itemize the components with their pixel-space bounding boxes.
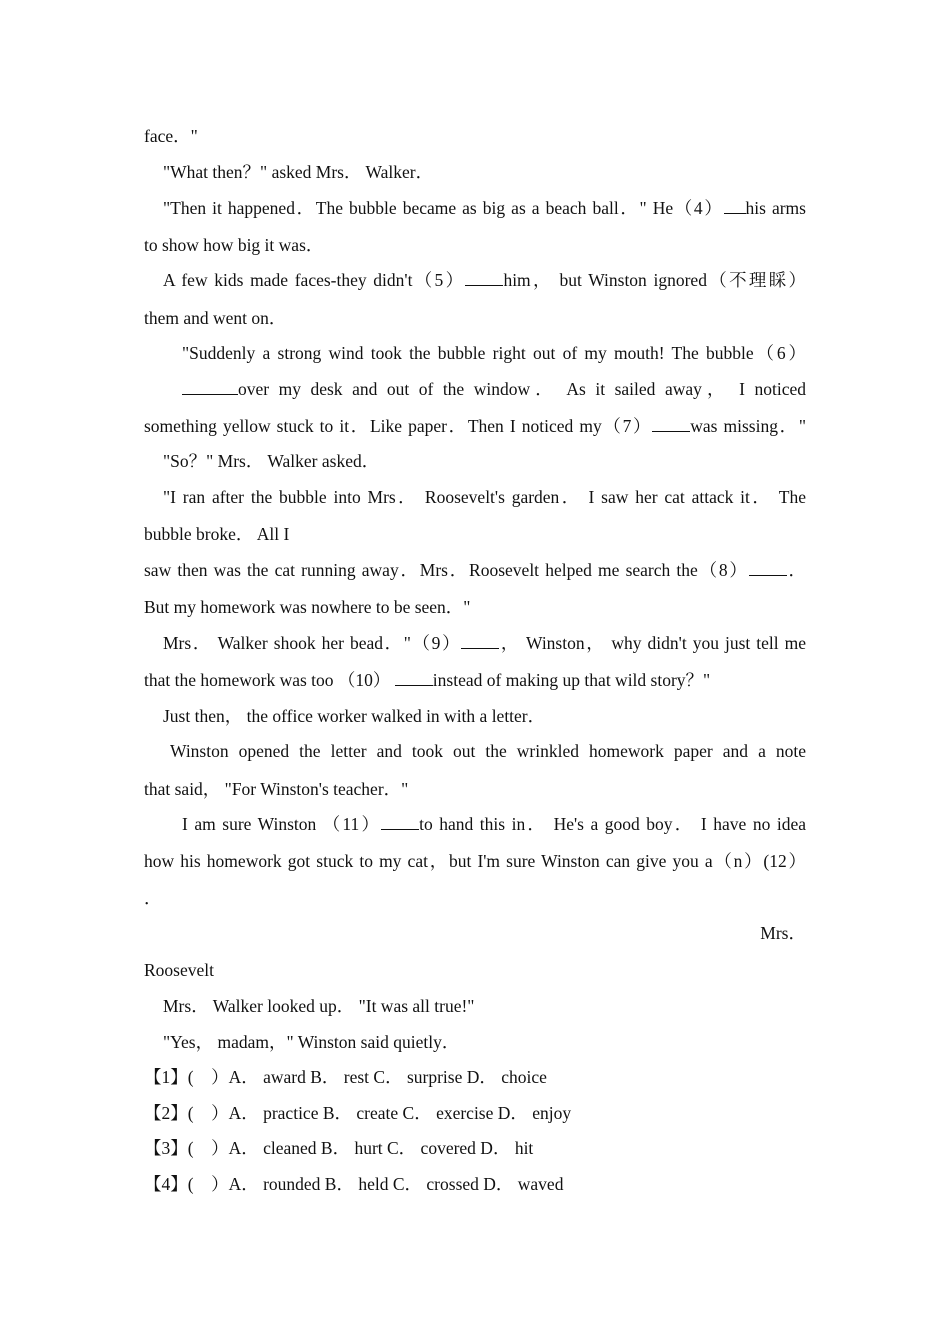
question-text: 【1】( ）A． award B． rest C． surprise D． choice	[144, 1067, 547, 1087]
passage-line	[144, 887, 806, 909]
passage-text: "I ran after the bubble into Mrs． Roosevelt's garden． I saw her cat attack it． The	[163, 487, 806, 507]
passage-text: Just then， the office worker walked in with a letter．	[163, 706, 546, 726]
question-text: 【3】( ）A． cleaned B． hurt C． covered D． hit	[144, 1138, 534, 1158]
answer-blank	[724, 198, 746, 214]
passage-line	[163, 450, 806, 472]
passage-line	[144, 850, 806, 872]
passage-text: "What then？" asked Mrs． Walker．	[163, 162, 434, 182]
passage-line	[144, 596, 806, 618]
passage-text: A few kids made faces-they didn't（5）	[163, 270, 466, 290]
passage-text: face．"	[144, 126, 198, 146]
passage-text: them and went on．	[144, 308, 287, 328]
passage-text: Mrs． Walker shook her bead．"（9）	[163, 633, 462, 653]
passage-text: to show how big it was．	[144, 235, 324, 255]
passage-line	[144, 669, 806, 691]
passage-line	[163, 995, 806, 1017]
passage-line	[163, 705, 806, 727]
answer-blank	[749, 560, 787, 576]
passage-text: "Suddenly a strong wind took the bubble right out of my mouth! The bubble（6）	[182, 343, 806, 363]
passage-text: saw then was the cat running away．Mrs．Roosevelt helped me search the（8）	[144, 560, 749, 580]
passage-text: bubble broke． All I	[144, 524, 290, 544]
passage-text: over my desk and out of the window． As it sailed away， I noticed	[238, 379, 806, 399]
answer-blank	[461, 633, 499, 649]
answer-blank	[652, 416, 690, 432]
answer-blank	[465, 270, 503, 286]
passage-line	[163, 269, 806, 291]
passage-line	[170, 740, 806, 762]
passage-line	[144, 559, 806, 581]
question-item	[144, 1173, 806, 1195]
question-item	[144, 1066, 806, 1088]
passage-line	[144, 778, 806, 800]
passage-line	[144, 959, 806, 981]
passage-text: "Yes， madam，" Winston said quietly．	[163, 1032, 460, 1052]
passage-text: Winston opened the letter and took out the wrinkled homework paper and a note	[170, 741, 806, 761]
passage-line	[163, 1031, 806, 1053]
passage-line	[163, 486, 806, 508]
passage-text: But my homework was nowhere to be seen．"	[144, 597, 471, 617]
answer-blank	[395, 670, 433, 686]
passage-line	[163, 197, 806, 219]
passage-line	[182, 813, 806, 835]
passage-text: him， but Winston ignored（不理睬）	[503, 270, 807, 290]
answer-blank	[182, 379, 238, 395]
passage-text: Roosevelt	[144, 960, 214, 980]
passage-text: "Then it happened．The bubble became as big as a beach ball．" He（4）	[163, 198, 724, 218]
passage-text: to hand this in． He's a good boy． I have no idea	[419, 814, 807, 834]
passage-line	[144, 307, 806, 329]
question-item	[144, 1102, 806, 1124]
passage-text: I am sure Winston （11）	[182, 814, 382, 834]
passage-line	[144, 523, 806, 545]
passage-line	[163, 632, 806, 654]
passage-text: was missing．"	[690, 416, 807, 436]
passage-line	[144, 234, 806, 256]
passage-text: that said， "For Winston's teacher．"	[144, 779, 409, 799]
passage-text: Mrs．	[760, 923, 806, 943]
passage-text: ．	[144, 888, 162, 908]
passage-line	[163, 161, 806, 183]
passage-text: "So？" Mrs． Walker asked．	[163, 451, 380, 471]
passage-text: Mrs． Walker looked up． "It was all true!"	[163, 996, 475, 1016]
passage-text: his arms	[745, 198, 806, 218]
passage-text: that the homework was too （10）	[144, 670, 391, 690]
passage-text: ．	[786, 560, 807, 580]
passage-text: instead of making up that wild story？"	[432, 670, 711, 690]
question-item	[144, 1137, 806, 1159]
answer-blank	[381, 814, 419, 830]
question-text: 【4】( ）A． rounded B． held C． crossed D． waved	[144, 1174, 564, 1194]
question-text: 【2】( ）A． practice B． create C． exercise D． enjoy	[144, 1103, 572, 1123]
letter-signature	[144, 922, 806, 944]
passage-line	[144, 125, 806, 147]
passage-text: how his homework got stuck to my cat，but I'm sure Winston can give you a（n）(12）	[144, 851, 806, 871]
passage-text: something yellow stuck to it．Like paper．Then I noticed my（7）	[144, 416, 653, 436]
passage-text: ， Winston， why didn't you just tell me	[499, 633, 806, 653]
passage-line	[182, 378, 806, 400]
passage-line	[182, 342, 806, 364]
passage-line	[144, 415, 806, 437]
